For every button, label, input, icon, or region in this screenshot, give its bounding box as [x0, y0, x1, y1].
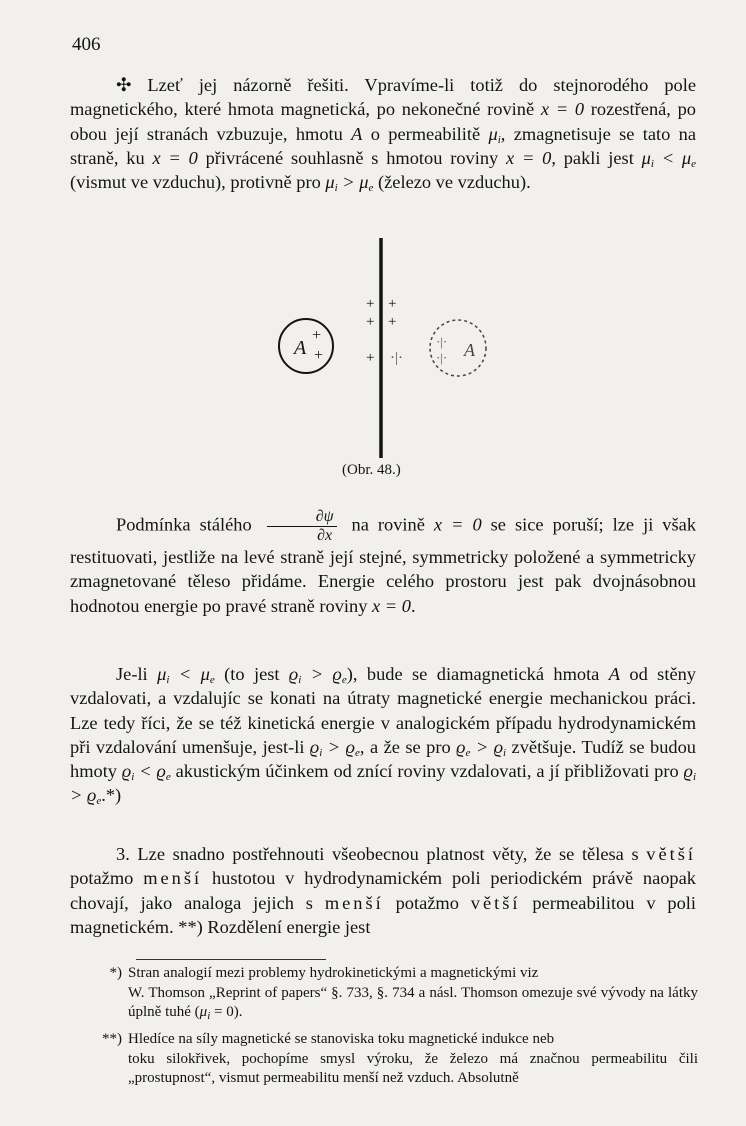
text: 3. Lze snadno postřehnouti všeobecnou platnost věty, že se tělesa s — [116, 844, 647, 864]
symbol-rho: ϱ — [121, 761, 132, 782]
subscript: e — [355, 746, 360, 759]
inequality: < μ — [169, 664, 210, 684]
subscript: i — [650, 157, 654, 170]
right-body-dotted-plus-upper: ·|· — [436, 334, 448, 349]
text: permeabilitou v poli magnetickém. **) Rozdělení energie jest — [70, 892, 696, 937]
footnote-continuation: toku silokřivek, pochopíme smysl výroku, že železo má značnou permeabilitu čili „prostupnost“, vismut permeabilitu menší než vzduch. Absolutně — [128, 1050, 698, 1086]
footnote-continuation — [72, 984, 698, 1023]
footnote-1 — [72, 964, 698, 1023]
text: (to jest — [214, 664, 289, 684]
symbol-mu: μ — [488, 123, 498, 144]
footnote-rule — [136, 959, 326, 960]
text: , a že se pro — [359, 736, 457, 757]
text: Podmínka stálého — [116, 514, 261, 535]
subscript: i — [131, 771, 135, 784]
subscript: e — [691, 157, 697, 170]
text: o permeabilitě — [362, 123, 489, 144]
plane-plus-left-3: + — [366, 350, 375, 366]
text: se sice poruší; lze ji však restituovati, jestliže na levé straně její stejné, symmetricky položené a symmetricky zmagnetované těleso přidáme. Energie celého prostoru jest pak dvojnásobnou hodnotou energie po pravé straně roviny — [70, 514, 697, 616]
paragraph-marker: ✣ — [116, 75, 132, 95]
symbol-mu: μ — [199, 1004, 208, 1020]
inequality: > ϱ — [322, 736, 355, 757]
text: akustickým účinkem od znící roviny vzdalovati, a jí přibližovati pro — [170, 761, 684, 782]
symbol-mu: μ — [325, 172, 335, 193]
symbol-mu: μ — [157, 664, 167, 684]
equation: x = 0 — [506, 147, 552, 168]
figure-diagram — [250, 236, 520, 466]
symbol-rho: ϱ — [309, 736, 320, 757]
symbol-rho: ϱ — [456, 736, 466, 757]
paragraph-stability-condition — [70, 508, 696, 618]
subscript: e — [465, 746, 471, 759]
footnote-text: Hledíce na síly magnetické se stanoviska toku magnetické indukce neb — [128, 1031, 555, 1047]
subscript: i — [503, 746, 507, 759]
inequality: < μ — [653, 147, 692, 168]
text: od stěny vzdalovati, a vzdalujíc se konati na útraty magnetické energie mechanickou práci. Lze tedy říci, že se též kinetická energie v analogickém případu hydrodynamickém při vzdalování umenšuje, jest-li — [70, 664, 697, 757]
inequality: < ϱ — [134, 761, 166, 782]
text: potažmo — [70, 868, 144, 889]
plane-plus-left-1: + — [366, 296, 375, 312]
text: . — [410, 595, 416, 616]
left-body-plus-upper: + — [312, 327, 322, 344]
spaced-emphasis: větší — [646, 844, 696, 864]
inequality: > μ — [337, 172, 369, 193]
inequality: > ϱ — [301, 664, 342, 684]
text: hustotou v hydrodynamickém poli periodickém právě naopak chovají, jako analoga jejich s — [70, 868, 696, 913]
footnote-mark: **) — [102, 1031, 122, 1047]
figure-48 — [250, 236, 520, 466]
text: Lzeť jej názorně řešiti. Vpravíme-li totiž do stejnorodého pole magnetického, které hmota magnetická, po nekonečné rovině — [70, 75, 696, 120]
right-body-label: A — [464, 340, 475, 360]
subscript: e — [368, 182, 374, 195]
subscript: i — [166, 674, 170, 686]
subscript: e — [96, 795, 102, 808]
symbol-rho: ϱ — [288, 664, 299, 684]
text: Je-li — [116, 664, 158, 684]
text: potažmo — [383, 892, 471, 913]
plane-dotted-plus-right-3: ·|· — [390, 350, 403, 366]
spaced-emphasis: větší — [470, 892, 521, 913]
inequality: > ϱ — [470, 736, 504, 757]
fraction-denominator: ∂x — [317, 527, 333, 544]
text: (vismut ve vzduchu), protivně pro — [70, 172, 326, 193]
footnote-mark: *) — [109, 965, 122, 981]
spaced-emphasis: menší — [324, 892, 384, 913]
text: rozestřená, po obou její stranách vzbuzuje, hmotu — [70, 99, 697, 144]
paragraph-diamagnetic — [70, 662, 696, 808]
text: (železo ve vzduchu). — [373, 172, 531, 193]
left-body-plus-lower: + — [314, 347, 324, 364]
plane-plus-left-2: + — [366, 314, 375, 330]
figure-caption: (Obr. 48.) — [342, 462, 401, 478]
subscript: e — [209, 674, 215, 686]
equation: x = 0 — [433, 514, 482, 535]
subscript: i — [298, 674, 302, 686]
equation: = 0 — [210, 1004, 234, 1020]
equation: x = 0 — [152, 147, 198, 168]
fraction-numerator: ∂ψ — [267, 508, 337, 527]
plane-plus-right-2: + — [388, 314, 397, 330]
text: přivrácené souhlasně s hmotou roviny — [197, 147, 506, 168]
text: , zmagnetisuje se tato na straně, ku — [70, 123, 696, 168]
plane-plus-right-1: + — [388, 296, 397, 312]
equation: x = 0 — [372, 595, 411, 616]
inequality: > ϱ — [70, 785, 97, 806]
paragraph-section-3 — [70, 842, 696, 939]
partial-derivative-fraction — [267, 508, 337, 545]
footnote-text: W. Thomson „Reprint of papers“ §. 733, §. 734 a násl. Thomson omezuje své vývody na látky úplně tuhé ( — [128, 984, 698, 1020]
text: na rovině — [342, 514, 434, 535]
subscript: i — [207, 1010, 211, 1022]
text: , pakli jest — [551, 147, 642, 168]
footnote-text: Stran analogií mezi problemy hydrokinetickými a magnetickými viz — [128, 965, 539, 981]
paragraph-intro — [70, 73, 696, 194]
text: zvětšuje. Tudíž se budou hmoty — [70, 736, 697, 782]
right-body-dotted-plus-lower: ·|· — [436, 350, 448, 365]
equation: x = 0 — [540, 99, 585, 120]
subscript: i — [334, 182, 338, 195]
text: .*) — [101, 785, 122, 806]
subscript: i — [497, 133, 501, 146]
symbol-A: A — [351, 123, 363, 144]
subscript: i — [319, 746, 323, 759]
symbol-mu: μ — [641, 147, 651, 168]
text: ), bude se diamagnetická hmota — [346, 664, 609, 684]
subscript: i — [692, 771, 696, 784]
left-body-label: A — [294, 337, 307, 359]
footnote-2 — [72, 1030, 698, 1089]
spaced-emphasis: menší — [143, 868, 203, 889]
subscript: e — [341, 674, 347, 686]
subscript: e — [165, 771, 171, 784]
footnote-text: ). — [233, 1004, 243, 1020]
symbol-A: A — [608, 664, 620, 684]
symbol-rho: ϱ — [683, 761, 693, 782]
page-number: 406 — [72, 34, 101, 55]
